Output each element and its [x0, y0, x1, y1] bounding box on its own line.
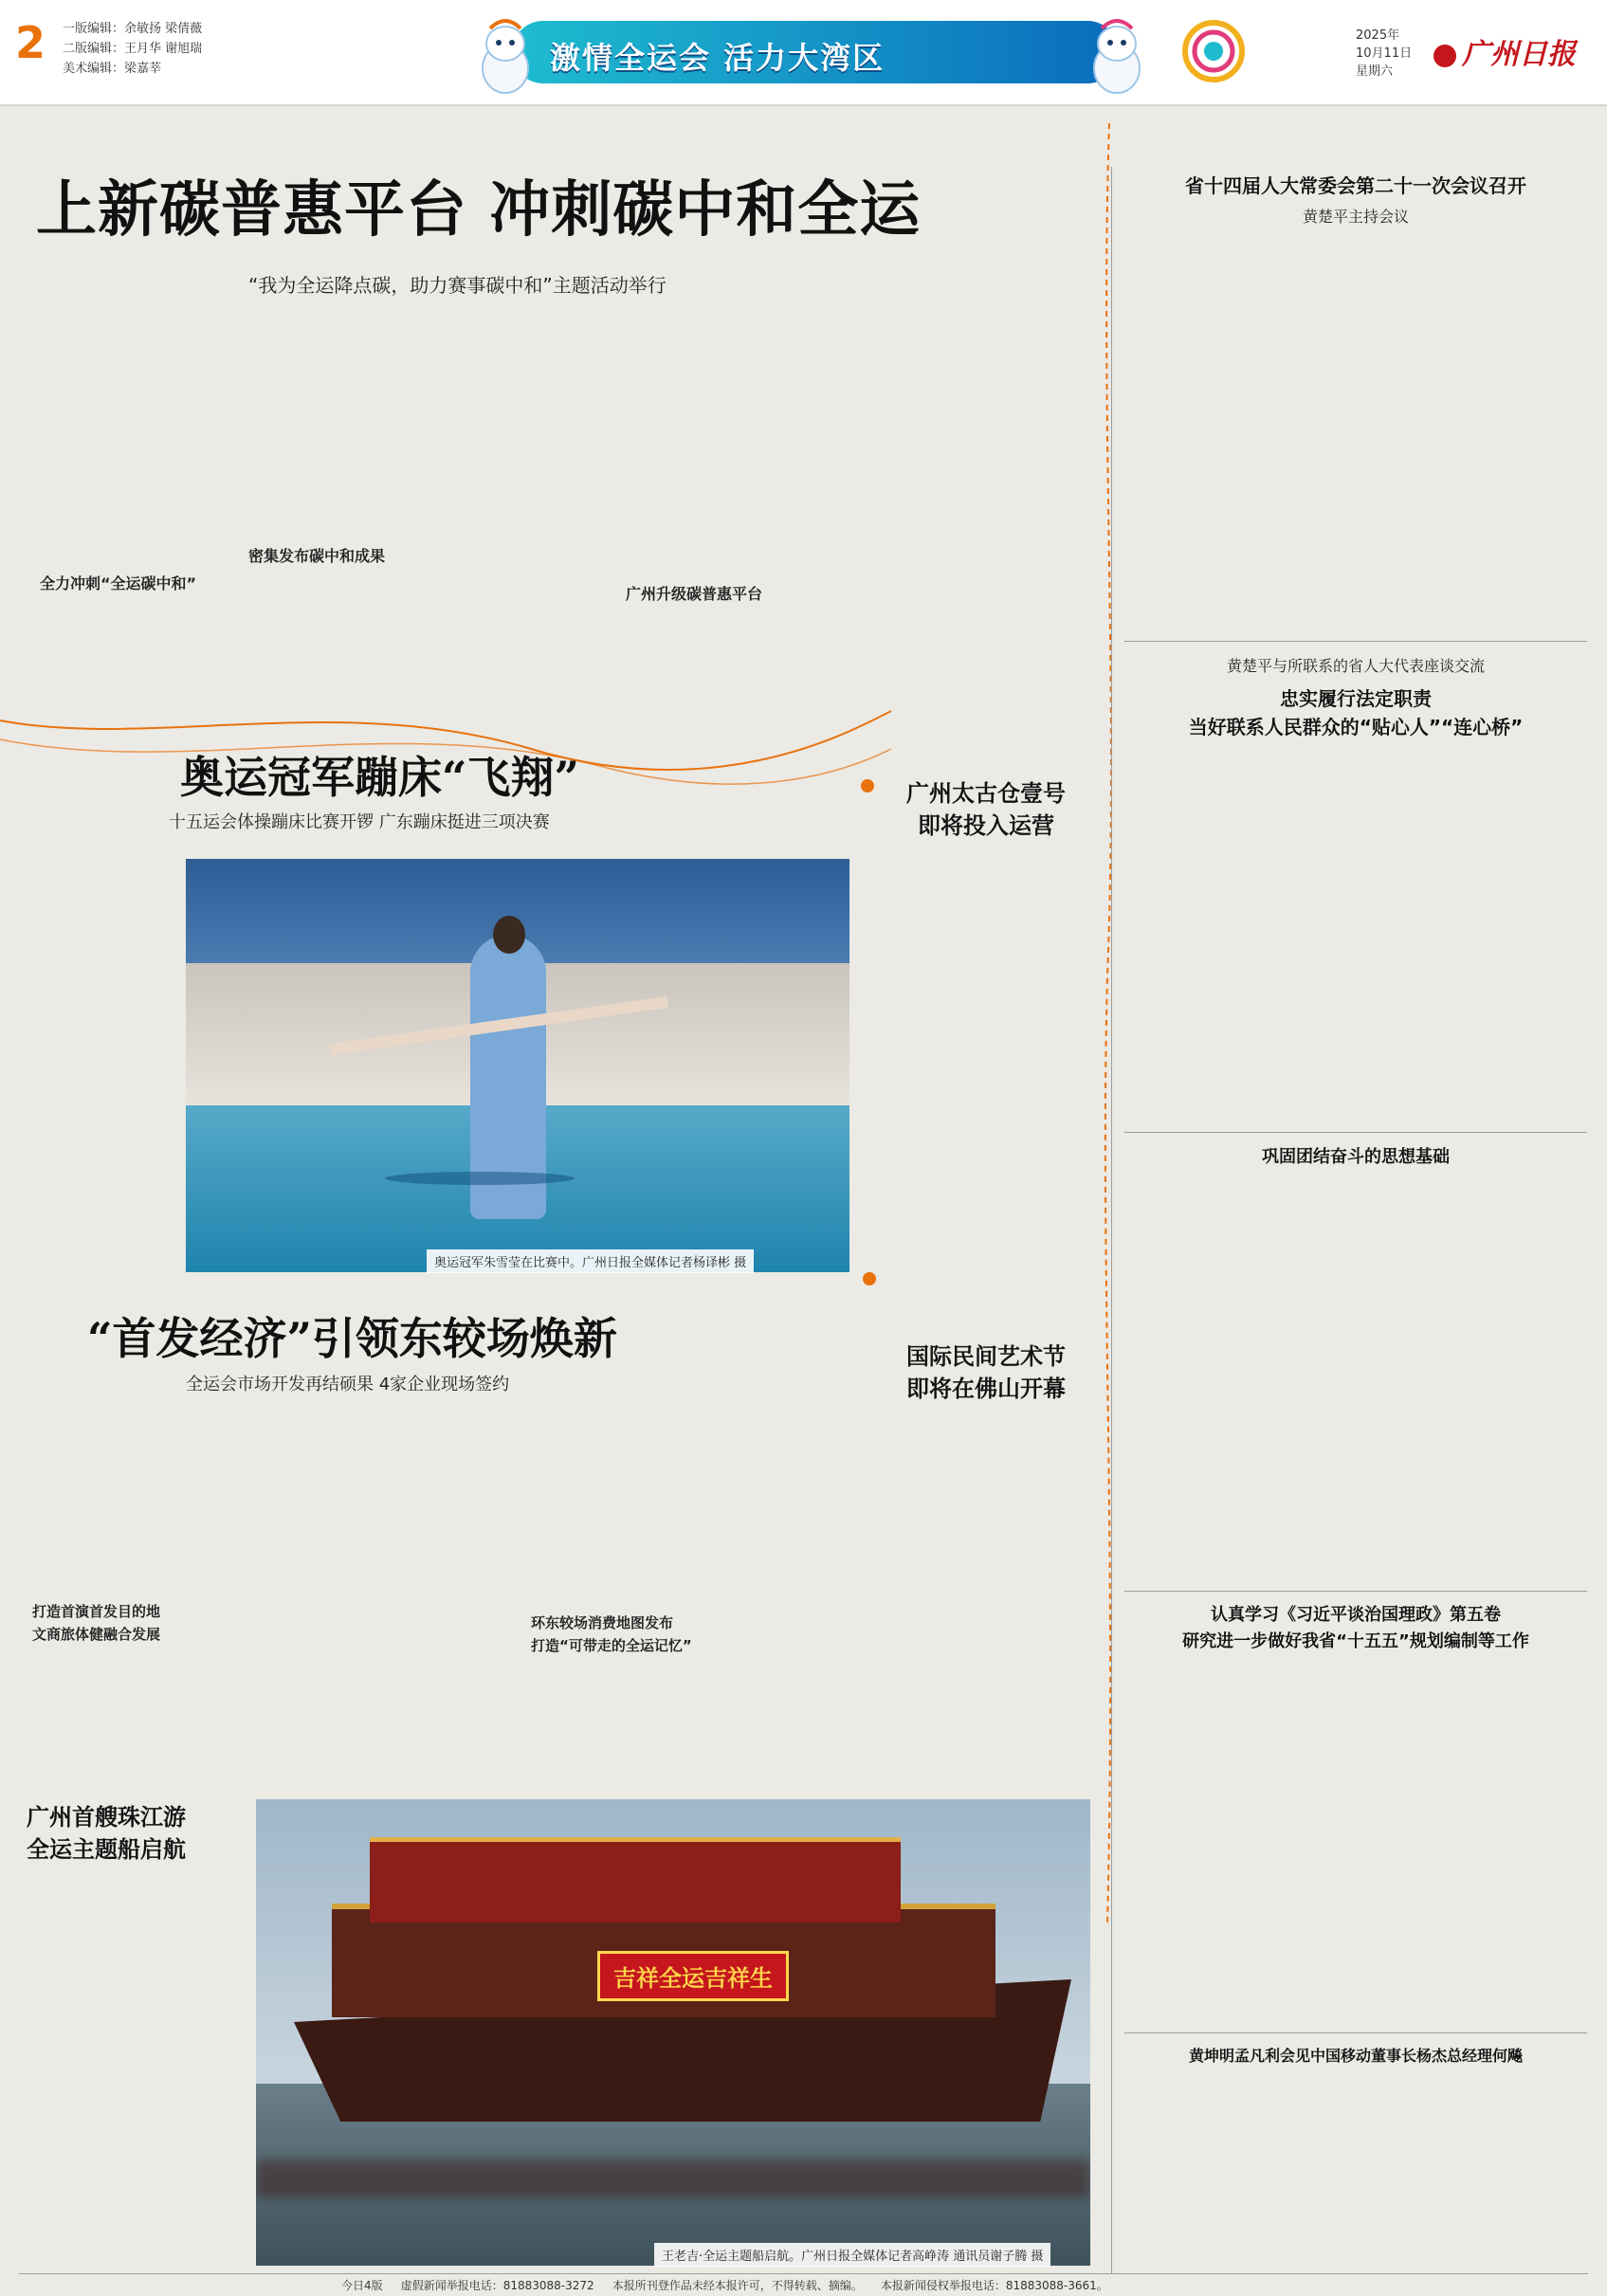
section-divider — [1124, 2032, 1587, 2033]
econ-subtitle: 全运会市场开发再结硕果 4家企业现场签约 — [186, 1375, 510, 1394]
lead-column-2b — [222, 574, 394, 665]
lead-headline: 上新碳普惠平台 冲刺碳中和全运 — [36, 174, 922, 246]
rc5-column-2 — [1361, 2072, 1581, 2266]
rc4-column-2 — [1361, 1663, 1581, 2017]
folkart-body — [882, 1422, 1087, 1773]
section-divider — [1124, 1591, 1587, 1592]
lead-column-2 — [222, 313, 394, 537]
rc4-column-1 — [1128, 1663, 1348, 2017]
lead-subhead-2: 密集发布碳中和成果 — [248, 547, 386, 565]
editor-credits: 一版编辑：余敏扬 梁倩薇 二版编辑：王月华 谢旭瑞 美术编辑：梁嘉莘 — [63, 22, 203, 76]
econ-column-5 — [692, 1411, 849, 1761]
lead-column-4b — [590, 610, 762, 667]
econ-subhead-1: 打造首演首发目的地 文商旅体健融合发展 — [32, 1603, 161, 1643]
mascot-center-icon — [1081, 13, 1153, 97]
econ-subhead-2: 环东较场消费地图发布 打造“可带走的全运记忆” — [531, 1614, 692, 1654]
rc2-kicker: 黄楚平与所联系的省人大代表座谈交流 — [1226, 657, 1485, 675]
gym-photo-caption: 奥运冠军朱雪莹在比赛中。广州日报全媒体记者杨译彬 摄 — [427, 1249, 754, 1273]
section-divider — [1124, 1132, 1587, 1133]
rc5-column-1 — [1128, 2072, 1348, 2266]
rc3-column-2 — [1361, 1174, 1581, 1579]
gym-body — [28, 859, 180, 1272]
lead-column-5 — [774, 313, 1087, 664]
econ-column-1 — [28, 1411, 185, 1594]
ship-banner-text: 吉祥全运吉祥生 — [597, 1951, 789, 2001]
lead-subhead-3: 广州升级碳普惠平台 — [626, 585, 763, 603]
rc3-column-1 — [1128, 1174, 1348, 1579]
lead-column-3 — [406, 313, 578, 664]
econ-column-1b — [28, 1653, 185, 1758]
econ-column-3 — [360, 1411, 517, 1761]
section-divider — [1124, 641, 1587, 642]
gym-headline: 奥运冠军蹦床“飞翔” — [180, 752, 579, 803]
rc2-column-1 — [1128, 755, 1348, 1121]
lead-subhead-1: 全力冲刺“全运碳中和” — [40, 574, 197, 592]
ship-body — [27, 1881, 211, 2268]
orange-dot-marker — [863, 1272, 876, 1285]
rc2-column-2 — [1361, 755, 1581, 1121]
ship-photo-caption: 王老吉·全运主题船启航。广州日报全媒体记者高峥涛 通讯员谢子腾 摄 — [654, 2243, 1050, 2267]
lead-column-1 — [38, 313, 210, 565]
rc3-headline: 巩固团结奋斗的思想基础 — [1262, 1147, 1450, 1167]
econ-headline: “首发经济”引领东较场焕新 — [87, 1313, 617, 1364]
rc2-headline: 忠实履行法定职责 当好联系人民群众的“贴心人”“连心桥” — [1188, 687, 1524, 738]
footer-divider — [19, 2273, 1588, 2274]
trampoline-photo — [186, 859, 849, 1272]
games-emblem-icon — [1176, 13, 1251, 89]
taigucang-body — [882, 853, 1087, 1270]
taigucang-headline: 广州太古仓壹号 即将投入运营 — [906, 780, 1066, 839]
masthead-logo: 广州日报 — [1434, 30, 1576, 72]
mascot-left-icon — [469, 13, 541, 97]
theme-title: 激情全运会 活力大湾区 — [550, 40, 886, 76]
column-divider — [1111, 167, 1112, 2273]
folkart-headline: 国际民间艺术节 即将在佛山开幕 — [906, 1343, 1066, 1402]
rc1-column-2 — [1361, 237, 1581, 626]
rc5-headline: 黄坤明孟凡利会见中国移动董事长杨杰总经理何飚 — [1188, 2047, 1523, 2065]
footer: 今日4版 虚假新闻举报电话：81883088-3272 本报所刊登作品未经本报许可，不得转载、摘编。 本报新闻侵权举报电话：81883088-3661。 — [341, 2279, 1108, 2292]
econ-column-4b — [526, 1665, 683, 1769]
lead-column-4 — [590, 313, 762, 569]
rc1-column-1 — [1128, 237, 1348, 626]
issue-date: 2025年 10月11日 星期六 — [1356, 28, 1413, 79]
rc1-subtitle: 黄楚平主持会议 — [1302, 208, 1409, 226]
ship-photo — [256, 1799, 1090, 2266]
econ-column-4 — [526, 1411, 683, 1600]
page-number: 2 — [15, 17, 46, 68]
lead-subtitle: “我为全运降点碳，助力赛事碳中和”主题活动举行 — [248, 274, 667, 297]
ship-headline: 广州首艘珠江游 全运主题船启航 — [27, 1804, 186, 1863]
gym-subtitle: 十五运会体操蹦床比赛开锣 广东蹦床挺进三项决赛 — [169, 812, 550, 832]
lead-column-1b — [38, 607, 210, 664]
orange-dot-marker — [861, 779, 874, 793]
rc4-headline: 认真学习《习近平谈治国理政》第五卷 研究进一步做好我省“十五五”规划编制等工作 — [1182, 1605, 1529, 1651]
econ-column-2 — [194, 1411, 351, 1761]
rc1-headline: 省十四届人大常委会第二十一次会议召开 — [1185, 174, 1526, 197]
vertical-dash-decoration — [1100, 123, 1119, 1924]
